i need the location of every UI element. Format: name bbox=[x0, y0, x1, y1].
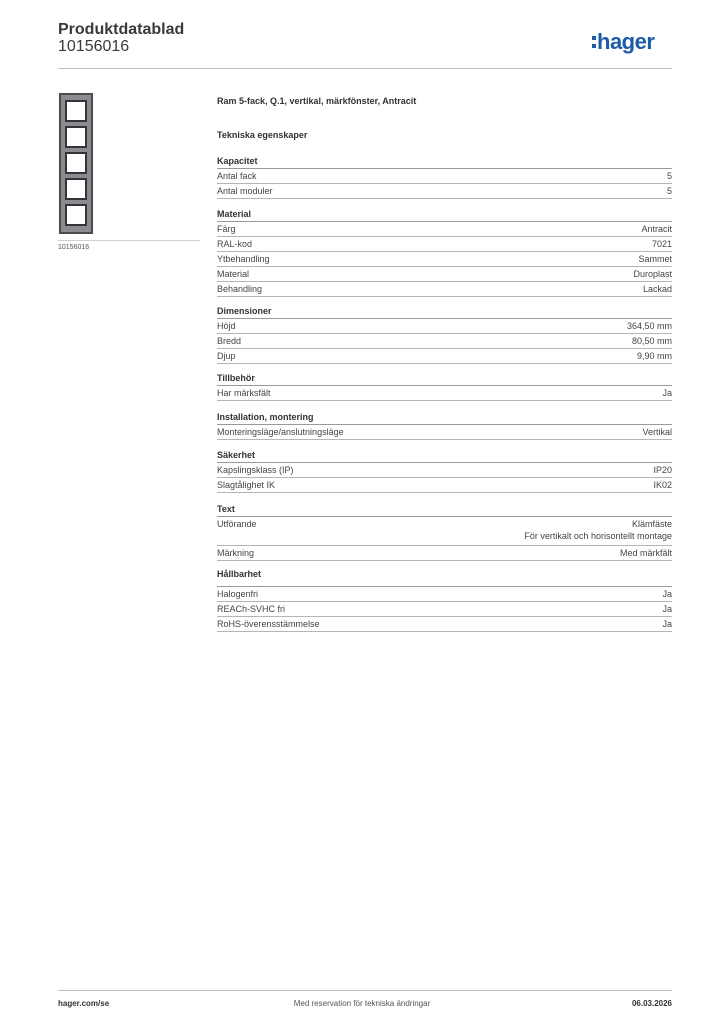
frame-slot bbox=[65, 204, 87, 226]
section-title: Material bbox=[217, 208, 672, 222]
hager-logo bbox=[592, 28, 674, 56]
spec-row bbox=[217, 252, 672, 267]
spec-label: Har märksfält bbox=[217, 388, 271, 398]
spec-value: Ja bbox=[662, 388, 672, 398]
spec-row bbox=[217, 222, 672, 237]
section-hallbarhet bbox=[217, 568, 672, 632]
spec-row bbox=[217, 267, 672, 282]
spec-label: Monteringsläge/anslutningsläge bbox=[217, 427, 344, 437]
spec-label: Märkning bbox=[217, 548, 255, 558]
spec-label: Ytbehandling bbox=[217, 254, 270, 264]
spec-label: RAL-kod bbox=[217, 239, 253, 249]
section-installation bbox=[217, 411, 672, 440]
spec-row bbox=[217, 517, 672, 546]
spec-value: Med märkfält bbox=[619, 548, 672, 558]
spec-label: REACh-SVHC fri bbox=[217, 604, 286, 614]
image-caption: 10156016 bbox=[58, 244, 90, 251]
spec-row bbox=[217, 546, 672, 561]
spec-label: Antal moduler bbox=[217, 186, 273, 196]
spec-value: 364,50 mm bbox=[626, 321, 672, 331]
spec-label: Slagtålighet IK bbox=[217, 480, 276, 490]
spec-row bbox=[217, 425, 672, 440]
section-title: Tillbehör bbox=[217, 372, 672, 386]
spec-value: 80,50 mm bbox=[631, 336, 672, 346]
spec-label: Antal fack bbox=[217, 171, 257, 181]
spec-row bbox=[217, 463, 672, 478]
section-sakerhet bbox=[217, 449, 672, 493]
header-divider bbox=[58, 68, 672, 69]
image-divider bbox=[58, 240, 200, 241]
spec-value: Lackad bbox=[642, 284, 672, 294]
section-text bbox=[217, 503, 672, 561]
spec-row bbox=[217, 237, 672, 252]
spec-value: IK02 bbox=[653, 480, 672, 490]
frame-image bbox=[59, 93, 93, 234]
spec-value: Sammet bbox=[638, 254, 672, 264]
product-number: 10156016 bbox=[58, 38, 130, 55]
spec-label: Material bbox=[217, 269, 250, 279]
section-title: Installation, montering bbox=[217, 411, 672, 425]
spec-value: 5 bbox=[666, 186, 672, 196]
logo-text: hager bbox=[597, 29, 655, 54]
spec-label: Utförande bbox=[217, 519, 257, 529]
product-name: Ram 5-fack, Q.1, vertikal, märkfönster, Antracit bbox=[217, 96, 417, 106]
spec-row bbox=[217, 386, 672, 401]
spec-value: IP20 bbox=[653, 465, 672, 475]
footer-website: hager.com/se bbox=[58, 999, 110, 1008]
frame-slot bbox=[65, 152, 87, 174]
section-title: Text bbox=[217, 503, 672, 517]
spec-label: Djup bbox=[217, 351, 236, 361]
spec-row bbox=[217, 587, 672, 602]
section-title: Säkerhet bbox=[217, 449, 672, 463]
spec-value-line: Klämfäste bbox=[631, 519, 672, 529]
spec-row bbox=[217, 334, 672, 349]
spec-row bbox=[217, 184, 672, 199]
section-title: Kapacitet bbox=[217, 155, 672, 169]
document-title: Produktdatablad bbox=[58, 21, 185, 38]
spec-value: Ja bbox=[662, 604, 672, 614]
spec-label: Färg bbox=[217, 224, 236, 234]
section-tillbehor bbox=[217, 372, 672, 401]
frame-slot bbox=[65, 126, 87, 148]
spec-row bbox=[217, 617, 672, 632]
tech-heading: Tekniska egenskaper bbox=[217, 130, 308, 140]
spec-row bbox=[217, 602, 672, 617]
spec-value: Duroplast bbox=[633, 269, 672, 279]
frame-slot bbox=[65, 178, 87, 200]
spec-value: 7021 bbox=[651, 239, 672, 249]
spec-label: Halogenfri bbox=[217, 589, 259, 599]
section-dimensioner bbox=[217, 305, 672, 364]
spec-label: Höjd bbox=[217, 321, 236, 331]
frame-slot bbox=[65, 100, 87, 122]
spec-label: RoHS-överensstämmelse bbox=[217, 619, 320, 629]
spec-value: 5 bbox=[666, 171, 672, 181]
spec-value-line: För vertikalt och horisontellt montage bbox=[524, 531, 672, 541]
spec-value bbox=[524, 518, 672, 542]
spec-value: Vertikal bbox=[642, 427, 672, 437]
footer-date: 06.03.2026 bbox=[631, 999, 672, 1008]
section-title: Dimensioner bbox=[217, 305, 672, 319]
section-kapacitet bbox=[217, 155, 672, 199]
spec-row bbox=[217, 349, 672, 364]
spec-label: Kapslingsklass (IP) bbox=[217, 465, 294, 475]
spec-row bbox=[217, 282, 672, 297]
section-material bbox=[217, 208, 672, 297]
section-title: Hållbarhet bbox=[217, 568, 672, 587]
spec-value: Antracit bbox=[641, 224, 672, 234]
spec-value: Ja bbox=[662, 589, 672, 599]
footer-divider bbox=[58, 990, 672, 991]
spec-row bbox=[217, 169, 672, 184]
spec-row bbox=[217, 478, 672, 493]
spec-row bbox=[217, 319, 672, 334]
spec-label: Behandling bbox=[217, 284, 263, 294]
footer-disclaimer: Med reservation för tekniska ändringar bbox=[293, 999, 431, 1008]
spec-value: 9,90 mm bbox=[636, 351, 672, 361]
spec-value: Ja bbox=[662, 619, 672, 629]
spec-label: Bredd bbox=[217, 336, 242, 346]
